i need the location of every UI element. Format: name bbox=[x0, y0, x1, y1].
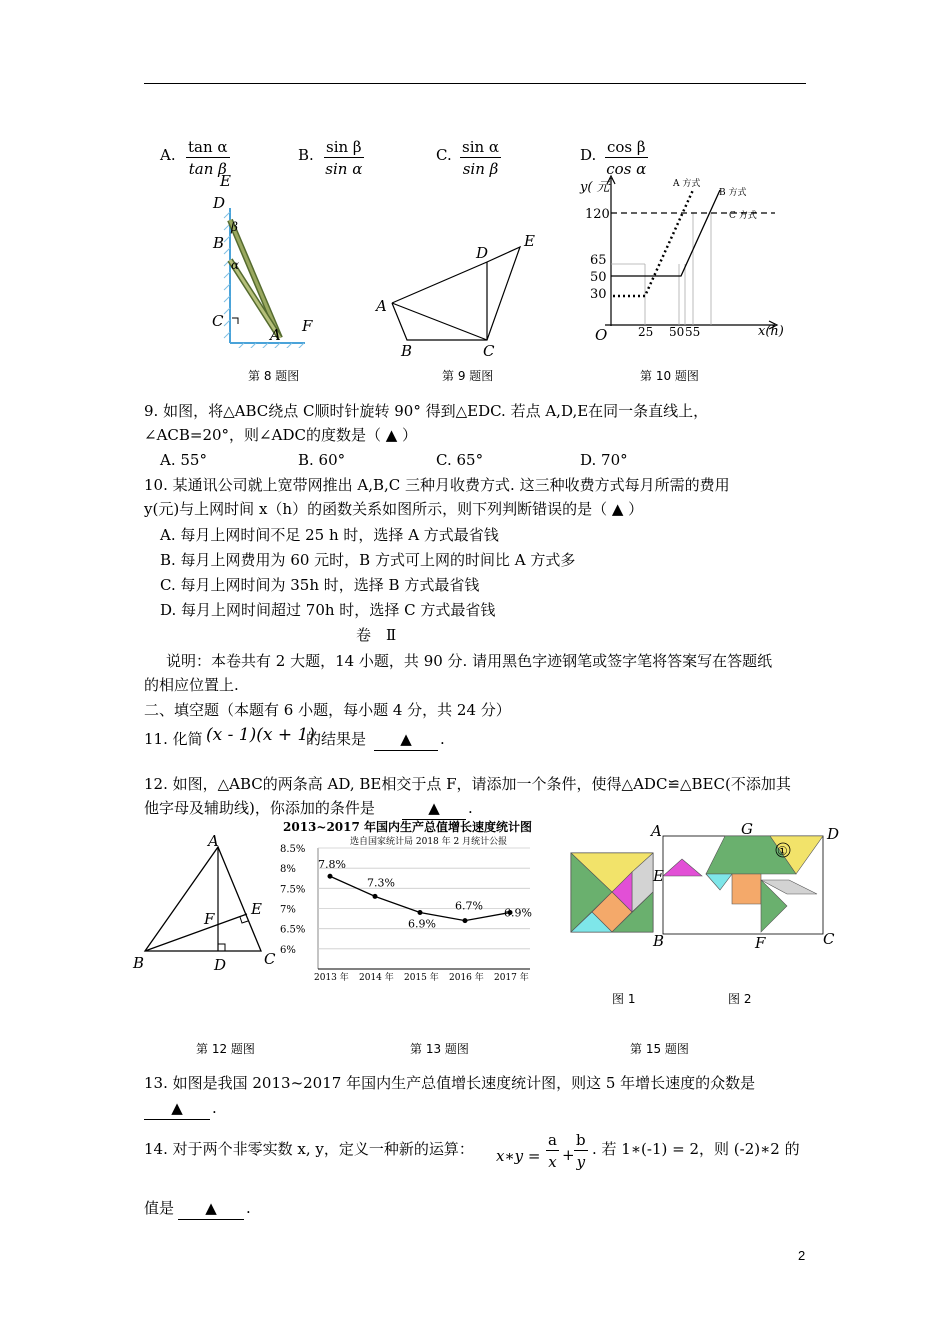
chart-y-tick-label: 7% bbox=[280, 904, 296, 916]
fig9-label-e: E bbox=[524, 232, 535, 250]
fig15-label-a: A bbox=[651, 822, 662, 840]
fig15-label-f: F bbox=[755, 934, 766, 952]
chart-x-tick-label: 2017 年 bbox=[494, 973, 529, 983]
fig10-series-a-label: A 方式 bbox=[673, 179, 701, 189]
chart-x-tick-label: 2014 年 bbox=[359, 973, 394, 983]
chart-title: 2013~2017 年国内生产总值增长速度统计图 bbox=[283, 820, 533, 834]
section2-title: 卷 Ⅱ bbox=[356, 626, 397, 644]
chart-x-tick-label: 2013 年 bbox=[314, 973, 349, 983]
q14-end: . bbox=[246, 1199, 251, 1217]
q8-option-a-frac: $\frac{\text{tan α}}{\text{tan β}}$ bbox=[188, 138, 228, 178]
fig10-y-label: y( 元 bbox=[580, 180, 610, 195]
q14-def-lhs: x∗y = bbox=[496, 1147, 541, 1165]
q14-prefix: 14. 对于两个非零实数 x, y，定义一种新的运算： bbox=[144, 1140, 474, 1158]
figure-8 bbox=[200, 168, 320, 348]
fig15-caption: 第 15 题图 bbox=[630, 1042, 689, 1056]
chart-subtitle: 选自国家统计局 2018 年 2 月统计公报 bbox=[350, 837, 508, 847]
q8-option-b-frac: $\frac{\text{sin β}}{\text{sin α}}$ bbox=[325, 138, 363, 178]
section2-note-line1: 说明：本卷共有 2 大题，14 小题，共 90 分. 请用黑色字迹钢笔或签字笔将答案写在答题纸 bbox=[166, 652, 773, 670]
q10-line1: 10. 某通讯公司就上宽带网推出 A,B,C 三种月收费方式. 这三种收费方式每月所需的费用 bbox=[144, 476, 730, 494]
chart-point bbox=[373, 894, 378, 899]
section2-note-line2: 的相应位置上. bbox=[144, 676, 239, 694]
chart-y-tick-label: 6% bbox=[280, 944, 296, 956]
q10-option-c: C. 每月上网时间为 35h 时，选择 B 方式最省钱 bbox=[160, 576, 480, 594]
chart-x-tick-label: 2015 年 bbox=[404, 973, 439, 983]
fig8-label-c: C bbox=[212, 312, 224, 330]
fig10-ytick-65: 65 bbox=[590, 253, 607, 268]
q10-option-d: D. 每月上网时间超过 70h 时，选择 C 方式最省钱 bbox=[160, 601, 496, 619]
fig12-label-f: F bbox=[204, 910, 215, 928]
q12-line2: 他字母及辅助线)，你添加的条件是 bbox=[144, 799, 375, 817]
fig10-x-label: x(h) bbox=[758, 324, 784, 339]
q11-prefix: 11. 化简 bbox=[144, 730, 203, 748]
fig10-ytick-120: 120 bbox=[585, 207, 610, 222]
chart-y-tick-label: 7.5% bbox=[280, 884, 306, 896]
q10-line2: y(元)与上网时间 x（h）的函数关系如图所示，则下列判断错误的是（ ▲ ） bbox=[144, 500, 644, 518]
fig10-ytick-50: 50 bbox=[590, 270, 607, 285]
chart-y-tick-label: 6.5% bbox=[280, 924, 306, 936]
fig8-label-f: F bbox=[302, 317, 313, 335]
fig9-label-d: D bbox=[476, 244, 489, 262]
chart-data-label: 6.9% bbox=[504, 906, 532, 920]
fig8-label-alpha: α bbox=[231, 258, 240, 272]
fig15-label-d: D bbox=[827, 825, 840, 843]
fig9-label-b: B bbox=[401, 342, 413, 360]
fig12-label-a: A bbox=[208, 832, 219, 850]
q9-option-d: D. 70° bbox=[580, 451, 628, 469]
q8-option-d-label: D. bbox=[580, 146, 597, 164]
q13-end: . bbox=[212, 1099, 217, 1117]
chart-point bbox=[418, 910, 423, 915]
chart-y-tick-label: 8% bbox=[280, 864, 296, 876]
fig10-xtick-55: 55 bbox=[685, 325, 701, 339]
q14-frac-a-over-x: $\frac{a}{x}$ bbox=[548, 1131, 557, 1171]
section2-heading: 二、填空题（本题有 6 小题，每小题 4 分，共 24 分） bbox=[144, 701, 511, 719]
figure-12 bbox=[130, 830, 290, 975]
q14-frac-b-over-y: $\frac{b}{y}$ bbox=[576, 1131, 586, 1171]
figure-9 bbox=[370, 230, 545, 362]
q11-suffix: 的结果是 bbox=[306, 730, 367, 748]
q8-option-c-label: C. bbox=[436, 146, 452, 164]
q9-option-a: A. 55° bbox=[160, 451, 207, 469]
q12-end: . bbox=[468, 799, 473, 817]
fig12-label-c: C bbox=[264, 950, 276, 968]
fig15-label-b: B bbox=[653, 932, 665, 950]
fig10-xtick-25: 25 bbox=[638, 325, 654, 339]
q12-line1: 12. 如图，△ABC的两条高 AD, BE相交于点 F，请添加一个条件，使得△ADC≌△BEC(不添加其 bbox=[144, 775, 791, 793]
header-rule bbox=[144, 83, 806, 84]
figure-10 bbox=[575, 170, 795, 350]
fig15-label-circle-1: ① bbox=[777, 844, 788, 858]
q14-answer-blank[interactable]: ▲ bbox=[178, 1197, 244, 1220]
q11-answer-blank[interactable]: ▲ bbox=[374, 728, 438, 751]
figure-15 bbox=[565, 818, 850, 958]
fig9-caption: 第 9 题图 bbox=[442, 369, 494, 383]
fig12-label-d: D bbox=[214, 956, 227, 974]
q12-answer-blank[interactable]: ▲ bbox=[402, 797, 466, 820]
q11-expression: (x - 1)(x + 1) bbox=[206, 725, 315, 745]
chart-point bbox=[328, 874, 333, 879]
fig15-label-e: E bbox=[653, 867, 664, 885]
chart-data-label: 7.8% bbox=[318, 858, 346, 872]
q11-end: . bbox=[440, 730, 445, 748]
chart-data-label: 7.3% bbox=[367, 876, 395, 890]
q14-plus: + bbox=[562, 1146, 575, 1164]
fig8-label-b: B bbox=[213, 234, 225, 252]
q8-option-c-frac: $\frac{\text{sin α}}{\text{sin β}}$ bbox=[462, 138, 500, 178]
q14-condition: . 若 1∗(-1) = 2，则 (-2)∗2 的 bbox=[592, 1140, 800, 1158]
fig10-ytick-30: 30 bbox=[590, 287, 607, 302]
fig10-origin: O bbox=[595, 326, 608, 344]
fig8-label-beta: β bbox=[231, 220, 238, 234]
fig12-label-b: B bbox=[133, 954, 145, 972]
fig15-fig2-label: 图 2 bbox=[728, 992, 752, 1006]
fig13-caption: 第 13 题图 bbox=[410, 1042, 469, 1056]
fig10-series-c-label: C 方式 bbox=[729, 211, 757, 221]
q10-option-b: B. 每月上网费用为 60 元时，B 方式可上网的时间比 A 方式多 bbox=[160, 551, 576, 569]
q9-option-b: B. 60° bbox=[298, 451, 346, 469]
q14-line2: 值是 bbox=[144, 1199, 175, 1217]
q8-option-b-label: B. bbox=[298, 146, 314, 164]
fig15-label-g: G bbox=[741, 820, 753, 838]
fig10-caption: 第 10 题图 bbox=[640, 369, 699, 383]
q13-line1: 13. 如图是我国 2013~2017 年国内生产总值增长速度统计图，则这 5 年增长速度的众数是 bbox=[144, 1074, 756, 1092]
chart-data-label: 6.7% bbox=[455, 899, 483, 913]
q9-line2: ∠ACB=20°，则∠ADC的度数是（ ▲ ） bbox=[144, 426, 418, 444]
q9-option-c: C. 65° bbox=[436, 451, 484, 469]
fig9-label-c: C bbox=[483, 342, 495, 360]
q9-line1: 9. 如图，将△ABC绕点 C顺时针旋转 90° 得到△EDC. 若点 A,D,E在同一条直线上， bbox=[144, 402, 709, 420]
chart-y-tick-label: 8.5% bbox=[280, 844, 306, 855]
fig12-caption: 第 12 题图 bbox=[196, 1042, 255, 1056]
fig8-label-a: A bbox=[270, 326, 281, 344]
fig15-label-c: C bbox=[823, 930, 835, 948]
fig8-label-e: E bbox=[220, 172, 231, 190]
fig15-fig1-label: 图 1 bbox=[612, 992, 636, 1006]
figure-13-chart bbox=[278, 816, 540, 996]
page-number: 2 bbox=[798, 1248, 806, 1263]
fig8-label-d: D bbox=[213, 194, 226, 212]
chart-data-label: 6.9% bbox=[408, 917, 436, 931]
fig10-xtick-50: 50 bbox=[669, 325, 685, 339]
fig12-label-e: E bbox=[251, 900, 262, 918]
q8-option-d-frac: $\frac{\text{cos β}}{\text{cos α}}$ bbox=[606, 138, 647, 178]
fig10-series-b-label: B 方式 bbox=[719, 188, 747, 198]
chart-point bbox=[463, 918, 468, 923]
q8-option-a-label: A. bbox=[160, 146, 176, 164]
q10-option-a: A. 每月上网时间不足 25 h 时，选择 A 方式最省钱 bbox=[160, 526, 499, 544]
fig8-caption: 第 8 题图 bbox=[248, 369, 300, 383]
q13-answer-blank[interactable]: ▲ bbox=[144, 1097, 210, 1120]
fig9-label-a: A bbox=[376, 297, 387, 315]
chart-x-tick-label: 2016 年 bbox=[449, 973, 484, 983]
